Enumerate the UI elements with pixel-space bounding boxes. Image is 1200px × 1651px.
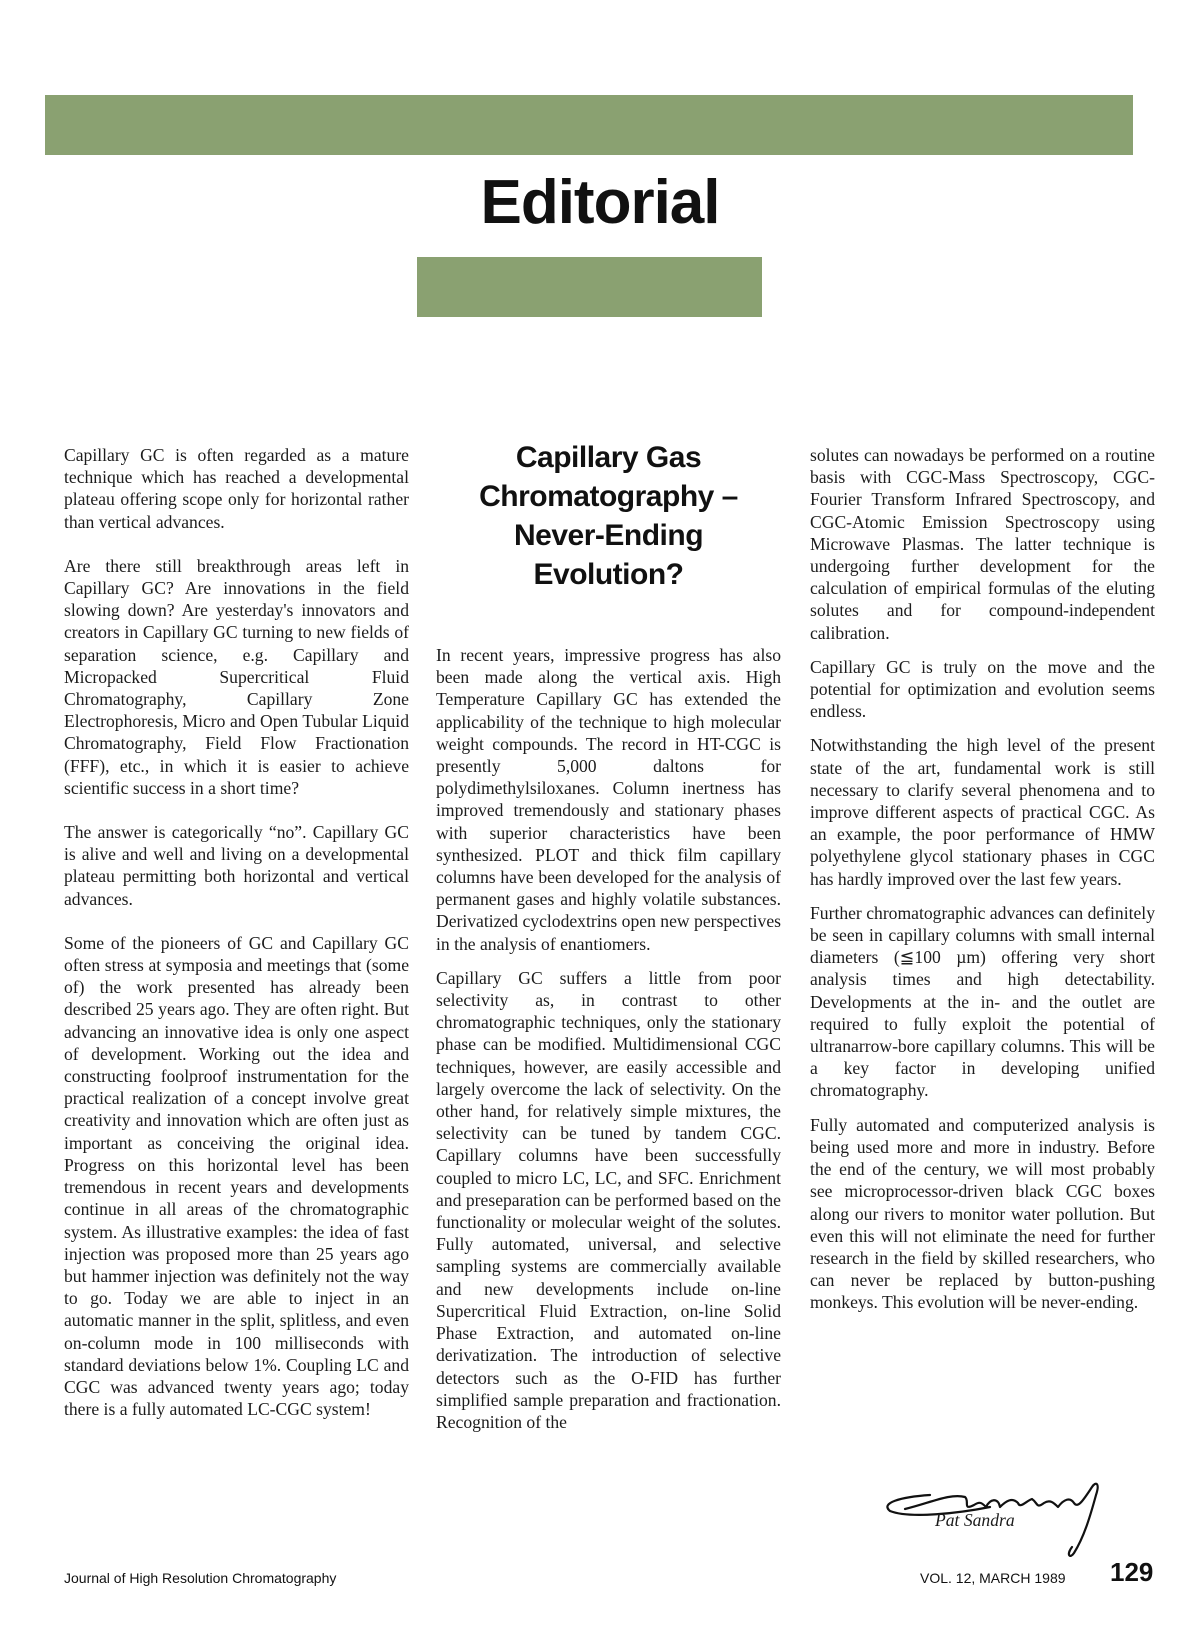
paragraph: Notwithstanding the high level of the present state of the art, fundamental work is still necessary to clarify several phenomena and to improve different aspects of practical CGC. As an example, the poor performance of HMW polyethylene glycol stationary phases in CGC has hardly improved over the last few years. xyxy=(810,735,1155,889)
middle-column xyxy=(436,441,781,1445)
article-title-line: Never-Ending xyxy=(513,519,704,552)
paragraph: Further chromatographic advances can definitely be seen in capillary columns with small internal diameters (≦100 µm) offering very short analysis times and high detectability. Developments at the in- and the outlet are required to fully exploit the potential of ultranarrow-bore capillary columns. This will be a key factor in developing unified chromatography. xyxy=(810,902,1155,1101)
article-title-line: Capillary Gas xyxy=(515,441,702,474)
article-title xyxy=(436,438,781,594)
paragraph: Capillary GC suffers a little from poor selectivity as, in contrast to other chromatographic techniques, only the stationary phase can be modified. Multidimensional CGC techniques, however, are easily accessible and largely overcome the lack of selectivity. On the other hand, for relatively simple mixtures, the selectivity can be tuned by tandem CGC. Capillary columns have been successfully coupled to micro LC, LC, and SFC. Enrichment and preseparation can be performed based on the functionality or molecular weight of the solutes. Fully automated, universal, and selective sampling systems are commercially available and new developments include on-line Supercritical Fluid Extraction, on-line Solid Phase Extraction, and automated on-line derivatization. The introduction of selective detectors such as the O-FID has further simplified sample preparation and fractionation. Recognition of the xyxy=(436,967,781,1432)
paragraph: solutes can nowadays be performed on a routine basis with CGC-Mass Spectroscopy, CGC-Fourier Transform Infrared Spectroscopy, and CGC-Atomic Emission Spectroscopy using Microwave Plasmas. The latter technique is undergoing further development for the calculation of empirical formulas of the eluting solutes and for compound-independent calibration. xyxy=(810,445,1155,643)
section-heading: Editorial xyxy=(480,168,720,237)
journal-name: Journal of High Resolution Chromatography xyxy=(64,1570,337,1586)
paragraph: Some of the pioneers of GC and Capillary GC often stress at symposia and meetings that (some of) the work presented has already been described 25 years ago. They are often right. But advancing an innovative idea is only one aspect of development. Working out the idea and constructing foolproof instrumentation for the practical realization of a concept involve great creativity and innovation which are often just as important as conceiving the original idea. Progress on this horizontal level has been tremendous in recent years and developments continue in all areas of the chromatographic system. As illustrative examples: the idea of fast injection was proposed more than 25 years ago but hammer injection was definitely not the way to go. Today we are able to inject in an automatic manner in the split, splitless, and even on-column mode in 100 milliseconds with standard deviations below 1%. Coupling LC and CGC was advanced twenty years ago; today there is a fully automated LC-CGC system! xyxy=(64,932,409,1420)
paragraph: Fully automated and computerized analysis is being used more and more in industry. Before the end of the century, we will most probably see microprocessor-driven black CGC boxes along our rivers to monitor water pollution. But even this will not eliminate the need for further research in the field by skilled researchers, who can never be replaced by button-pushing monkeys. This evolution will be never-ending. xyxy=(810,1114,1155,1313)
article-title-line: Chromatography – xyxy=(479,480,738,513)
right-column xyxy=(810,444,1155,1326)
signer-name: Pat Sandra xyxy=(935,1510,1015,1530)
page-number: 129 xyxy=(1110,1557,1154,1587)
issue-info: VOL. 12, MARCH 1989 xyxy=(920,1570,1066,1586)
paragraph: The answer is categorically “no”. Capillary GC is alive and well and living on a developmental plateau permitting both horizontal and vertical advances. xyxy=(64,822,409,909)
left-column xyxy=(64,444,409,1442)
header-color-band xyxy=(45,95,1133,155)
paragraph: Are there still breakthrough areas left in Capillary GC? Are innovations in the field slowing down? Are yesterday's innovators and creators in Capillary GC turning to new fields of separation science, e.g. Capillary and Micropacked Supercritical Fluid Chromatography, Capillary Zone Electrophoresis, Micro and Open Tubular Liquid Chromatography, Field Flow Fractionation (FFF), etc., in which it is easier to achieve scientific success in a short time? xyxy=(64,555,409,798)
paragraph: Capillary GC is often regarded as a mature technique which has reached a developmental plateau offering scope only for horizontal rather than vertical advances. xyxy=(64,445,409,532)
paragraph: In recent years, impressive progress has also been made along the vertical axis. High Temperature Capillary GC has extended the applicability of the technique to high molecular weight compounds. The record in HT-CGC is presently 5,000 daltons for polydimethylsiloxanes. Column inertness has improved tremendously and stationary phases with superior characteristics have been synthesized. PLOT and thick film capillary columns have been developed for the analysis of permanent gases and highly volatile substances. Derivatized cyclodextrins open new perspectives in the analysis of enantiomers. xyxy=(436,645,781,954)
heading-color-band xyxy=(417,257,762,317)
article-title-line: Evolution? xyxy=(533,558,684,591)
paragraph: Capillary GC is truly on the move and the potential for optimization and evolution seems endless. xyxy=(810,656,1155,722)
